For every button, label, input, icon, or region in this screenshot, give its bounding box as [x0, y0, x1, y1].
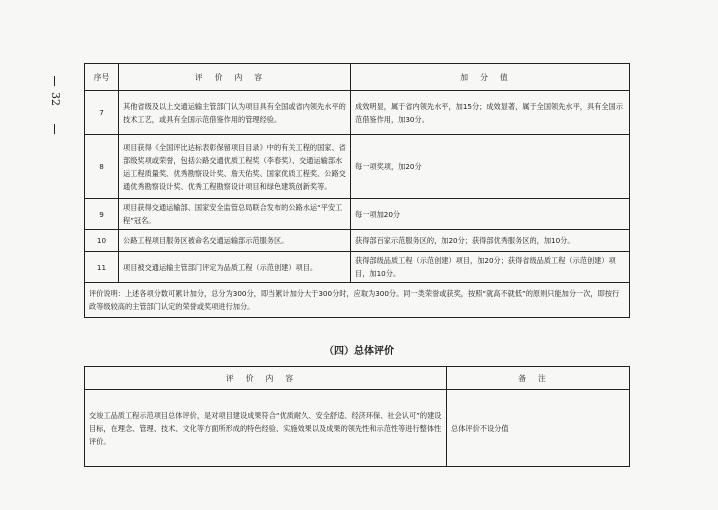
row-number: 11: [85, 252, 119, 283]
table-row: [85, 91, 630, 135]
row-score: 每一项加20分: [351, 199, 630, 230]
section-title: （四）总体评价: [324, 346, 394, 357]
row-content: 其他省级及以上交通运输主管部门认为项目具有全国或省内领先水平的技术工艺，或具有全国示范借鉴作用的管理经验。: [119, 91, 351, 135]
overall-content: 交竣工品质工程示范项目总体评价，是对项目建设成果符合“优质耐久、安全舒适、经济环保、社会认可”的建设目标，在理念、管理、技术、文化等方面所形成的特色经验、实施效果以及成果的领先性和示范性等进行整体性评价。: [85, 390, 447, 467]
overall-remark: 总体评价不设分值: [447, 390, 630, 467]
row-content: 项目被交通运输主管部门评定为品质工程（示范创建）项目。: [119, 252, 351, 283]
evaluation-note-row: [85, 283, 630, 318]
page-number: 32: [49, 92, 62, 106]
row-content: 公路工程项目服务区被命名交通运输部示范服务区。: [119, 230, 351, 252]
row-number: 7: [85, 91, 119, 135]
row-number: 10: [85, 230, 119, 252]
overall-evaluation-table: [84, 366, 630, 467]
header-number: 序号: [85, 64, 119, 91]
table-row: [85, 199, 630, 230]
row-content: 项目获得《全国评比达标表彰保留项目目录》中的有关工程的国家、省部级奖项或荣誉，包括公路交通优质工程奖（李春奖）、交通运输部水运工程质量奖、优秀勘察设计奖、詹天佑奖、国家优质工程奖、公路交通优秀勘察设计奖、优秀工程勘察设计项目和绿色建筑创新奖等。: [119, 135, 351, 199]
row-score: 获得部百家示范服务区的，加20分；获得部优秀服务区的，加10分。: [351, 230, 630, 252]
evaluation-note: 评价说明：上述各项分数可累计加分，总分为300分，即当累计加分大于300分时，应取为300分。同一类荣誉或获奖，按照“就高不就低”的原则只能加分一次，即按行政等级较高的主管部门认定的荣誉或奖项进行加分。: [85, 283, 630, 318]
table-row: [85, 252, 630, 283]
header-content: 评价内容: [85, 367, 447, 390]
row-number: 9: [85, 199, 119, 230]
header-content: 评价内容: [119, 64, 351, 91]
header-score: 加分值: [351, 64, 630, 91]
page-number-dash-bottom: [54, 124, 55, 134]
page-number-dash-top: [54, 76, 55, 86]
table-header-row: [85, 64, 630, 91]
bonus-evaluation-table: [84, 63, 630, 318]
row-score: 获得部级品质工程（示范创建）项目，加20分；获得省级品质工程（示范创建）项目，加10分。: [351, 252, 630, 283]
table-row: [85, 135, 630, 199]
row-score: 成效明显，属于省内领先水平，加15分；成效显著，属于全国领先水平，具有全国示范借鉴作用，加30分。: [351, 91, 630, 135]
table-row: [85, 230, 630, 252]
table-header-row: [85, 367, 630, 390]
table-row: [85, 390, 630, 467]
row-number: 8: [85, 135, 119, 199]
header-remark: 备注: [447, 367, 630, 390]
row-score: 每一项奖项，加20分: [351, 135, 630, 199]
row-content: 项目获得交通运输部、国家安全监管总局联合发布的公路水运“平安工程”冠名。: [119, 199, 351, 230]
